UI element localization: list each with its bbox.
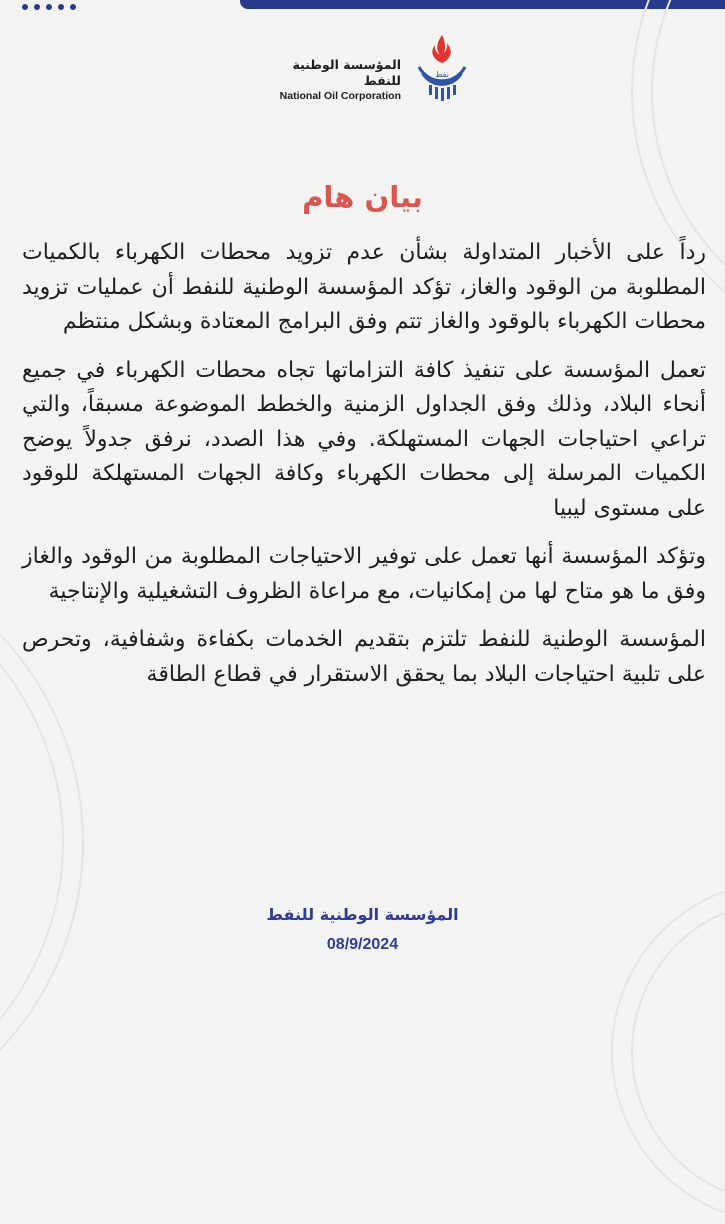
dot — [58, 4, 64, 10]
logo-text — [255, 57, 401, 103]
noc-emblem-icon — [415, 33, 469, 105]
emblem-text: نفط — [435, 70, 449, 79]
logo-name-english: National Oil Corporation — [279, 90, 401, 102]
statement-paragraph: وتؤكد المؤسسة أنها تعمل على توفير الاحتياجات المطلوبة من الوقود والغاز وفق ما هو متاح لها من إمكانيات، مع مراعاة الظروف التشغيلية والإنتاجية — [22, 544, 706, 604]
noc-logo — [255, 33, 470, 105]
statement-date: 08/9/2024 — [326, 936, 399, 953]
statement-paragraph: رداً على الأخبار المتداولة بشأن عدم تزويد محطات الكهرباء بالكميات المطلوبة من الوقود والغاز، تؤكد المؤسسة الوطنية للنفط أن عمليات تزويد محطات الكهرباء بالوقود والغاز تتم وفق البرامج المعتادة وبشكل منتظم — [22, 240, 706, 334]
logo-name-arabic: المؤسسة الوطنية للنفط — [292, 57, 401, 88]
statement-paragraph: تعمل المؤسسة على تنفيذ كافة التزاماتها تجاه محطات الكهرباء في جميع أنحاء البلاد، وذلك وفق الجداول الزمنية والخطط الموضوعة مسبقاً، والتي تراعي احتياجات الجهات المستهلكة. وفي هذا الصدد، نرفق جدولاً يوضح الكميات المرسلة إلى محطات الكهرباء وكافة الجهات المستهلكة للوقود على مستوى ليبيا — [22, 357, 706, 521]
signature-block — [0, 900, 725, 960]
dot — [22, 4, 28, 10]
statement-body — [22, 236, 706, 706]
decorative-dots — [22, 4, 76, 10]
signature-name: المؤسسة الوطنية للنفط — [266, 905, 459, 924]
statement-paragraph: المؤسسة الوطنية للنفط تلتزم بتقديم الخدمات بكفاءة وشفافية، وتحرص على تلبية احتياجات البلاد بما يحقق الاستقرار في قطاع الطاقة — [22, 627, 706, 687]
statement-headline: بيان هام — [302, 180, 423, 214]
dot — [70, 4, 76, 10]
dot — [46, 4, 52, 10]
dot — [34, 4, 40, 10]
